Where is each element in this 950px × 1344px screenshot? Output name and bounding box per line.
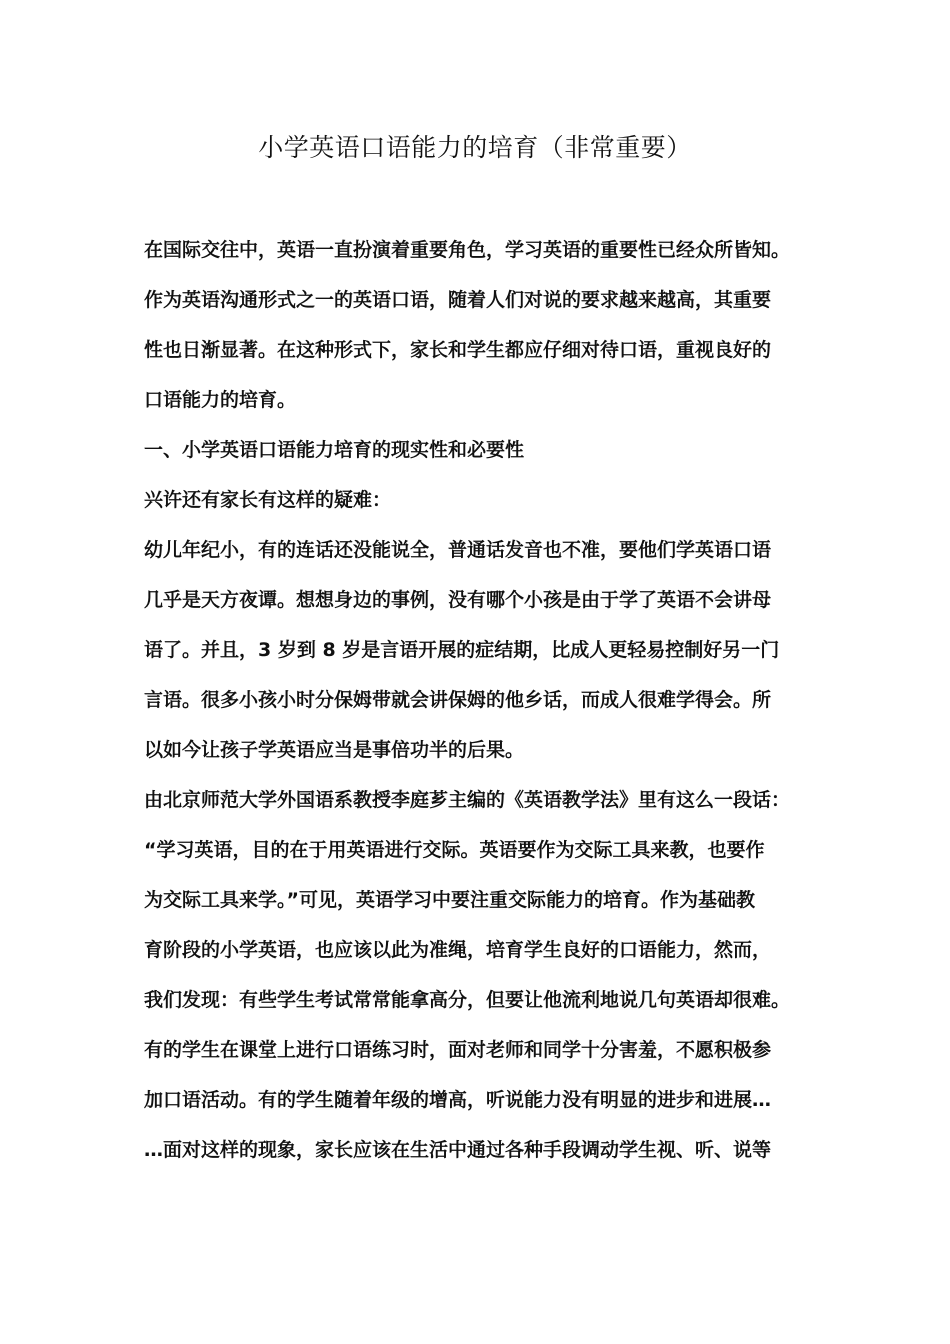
paragraph-line: 幼儿年纪小，有的连话还没能说全，普通话发音也不准，要他们学英语口语 — [144, 539, 772, 561]
paragraph-line: 性也日渐显著。在这种形式下，家长和学生都应仔细对待口语，重视良好的 — [144, 339, 772, 361]
paragraph-line: 为交际工具来学。”可见，英语学习中要注重交际能力的培育。作为基础教 — [144, 889, 755, 911]
paragraph-line: 育阶段的小学英语，也应该以此为准绳，培育学生良好的口语能力，然而， — [144, 939, 772, 961]
paragraph-line: 加口语活动。有的学生随着年级的增高，听说能力没有明显的进步和进展… — [144, 1089, 772, 1111]
paragraph-line: “学习英语，目的在于用英语进行交际。英语要作为交际工具来教，也要作 — [144, 839, 765, 861]
paragraph-line: 兴许还有家长有这样的疑难： — [144, 489, 392, 511]
paragraph-line: 几乎是天方夜谭。想想身边的事例，没有哪个小孩是由于学了英语不会讲母 — [144, 589, 772, 611]
document-title: 小学英语口语能力的培育（非常重要） — [258, 133, 692, 162]
paragraph-line: 在国际交往中，英语一直扮演着重要角色，学习英语的重要性已经众所皆知。 — [144, 239, 791, 261]
paragraph-line: 以如今让孩子学英语应当是事倍功半的后果。 — [144, 739, 525, 761]
paragraph-line: 由北京师范大学外国语系教授李庭芗主编的《英语教学法》里有这么一段话： — [144, 789, 791, 811]
paragraph-line: 口语能力的培育。 — [144, 389, 297, 411]
paragraph-line: 有的学生在课堂上进行口语练习时，面对老师和同学十分害羞，不愿积极参 — [144, 1039, 772, 1061]
paragraph-line: 作为英语沟通形式之一的英语口语，随着人们对说的要求越来越高，其重要 — [144, 289, 772, 311]
paragraph-line: 我们发现：有些学生考试常常能拿高分，但要让他流利地说几句英语却很难。 — [144, 989, 791, 1011]
paragraph-line: 语了。并且，3 岁到 8 岁是言语开展的症结期，比成人更轻易控制好另一门 — [144, 639, 780, 661]
paragraph-line: 言语。很多小孩小时分保姆带就会讲保姆的他乡话，而成人很难学得会。所 — [144, 689, 772, 711]
paragraph-line: …面对这样的现象，家长应该在生活中通过各种手段调动学生视、听、说等 — [144, 1139, 772, 1161]
section-heading: 一、小学英语口语能力培育的现实性和必要性 — [144, 439, 525, 461]
